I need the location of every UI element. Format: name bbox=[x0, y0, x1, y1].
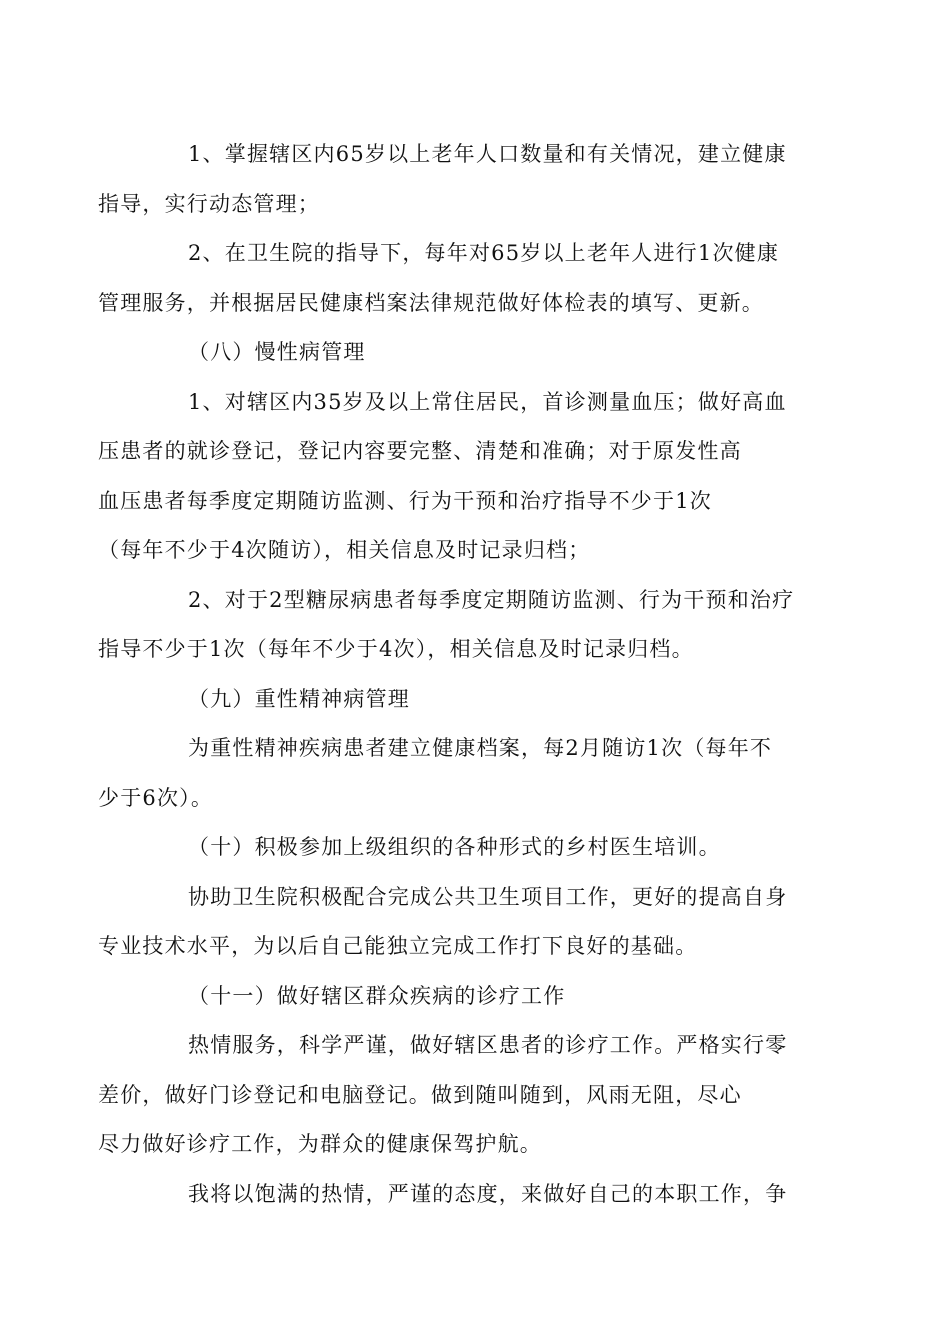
section-heading-training: （十）积极参加上级组织的各种形式的乡村医生培训。 bbox=[188, 835, 721, 859]
text-line: 协助卫生院积极配合完成公共卫生项目工作，更好的提高自身 bbox=[188, 884, 788, 909]
text-line: 热情服务，科学严谨，做好辖区患者的诊疗工作。严格实行零 bbox=[188, 1033, 788, 1057]
paragraph-closing bbox=[143, 1170, 809, 1220]
text-line: 指导，实行动态管理； bbox=[98, 191, 320, 216]
text-line: 1、掌握辖区内65岁以上老年人口数量和有关情况，建立健康 bbox=[188, 142, 787, 166]
text-line: 尽力做好诊疗工作，为群众的健康保驾护航。 bbox=[98, 1132, 542, 1156]
paragraph-mental-illness bbox=[98, 724, 809, 823]
section-heading-chronic-disease: （八）慢性病管理 bbox=[188, 340, 366, 364]
section-heading-mental-illness: （九）重性精神病管理 bbox=[188, 686, 410, 711]
text-line: 2、在卫生院的指导下，每年对65岁以上老年人进行1次健康 bbox=[188, 241, 780, 265]
text-line: 为重性精神疾病患者建立健康档案，每2月随访1次（每年不 bbox=[188, 736, 773, 760]
text-line: 1、对辖区内35岁及以上常住居民，首诊测量血压；做好高血 bbox=[188, 389, 787, 414]
text-line: （每年不少于4次随访），相关信息及时记录归档； bbox=[98, 538, 591, 562]
text-line: 2、对于2型糖尿病患者每季度定期随访监测、行为干预和治疗 bbox=[188, 587, 795, 612]
paragraph-elderly-1 bbox=[98, 130, 809, 229]
paragraph-diagnosis bbox=[98, 1021, 809, 1170]
paragraph-training bbox=[98, 873, 809, 972]
paragraph-hypertension bbox=[98, 378, 809, 576]
paragraph-elderly-2 bbox=[98, 229, 809, 328]
text-line: 指导不少于1次（每年不少于4次），相关信息及时记录归档。 bbox=[98, 637, 694, 661]
text-line: 管理服务，并根据居民健康档案法律规范做好体检表的填写、更新。 bbox=[98, 290, 764, 315]
document-body bbox=[98, 130, 809, 1219]
text-line: 差价，做好门诊登记和电脑登记。做到随叫随到，风雨无阻，尽心 bbox=[98, 1082, 742, 1107]
text-line: 专业技术水平，为以后自己能独立完成工作打下良好的基础。 bbox=[98, 934, 698, 958]
text-line: 压患者的就诊登记，登记内容要完整、清楚和准确；对于原发性高 bbox=[98, 439, 742, 463]
text-line: 少于6次）。 bbox=[98, 785, 214, 810]
paragraph-diabetes bbox=[98, 576, 809, 675]
text-line: 血压患者每季度定期随访监测、行为干预和治疗指导不少于1次 bbox=[98, 488, 712, 513]
section-heading-diagnosis: （十一）做好辖区群众疾病的诊疗工作 bbox=[188, 983, 566, 1008]
text-line: 我将以饱满的热情，严谨的态度，来做好自己的本职工作，争 bbox=[188, 1181, 788, 1206]
